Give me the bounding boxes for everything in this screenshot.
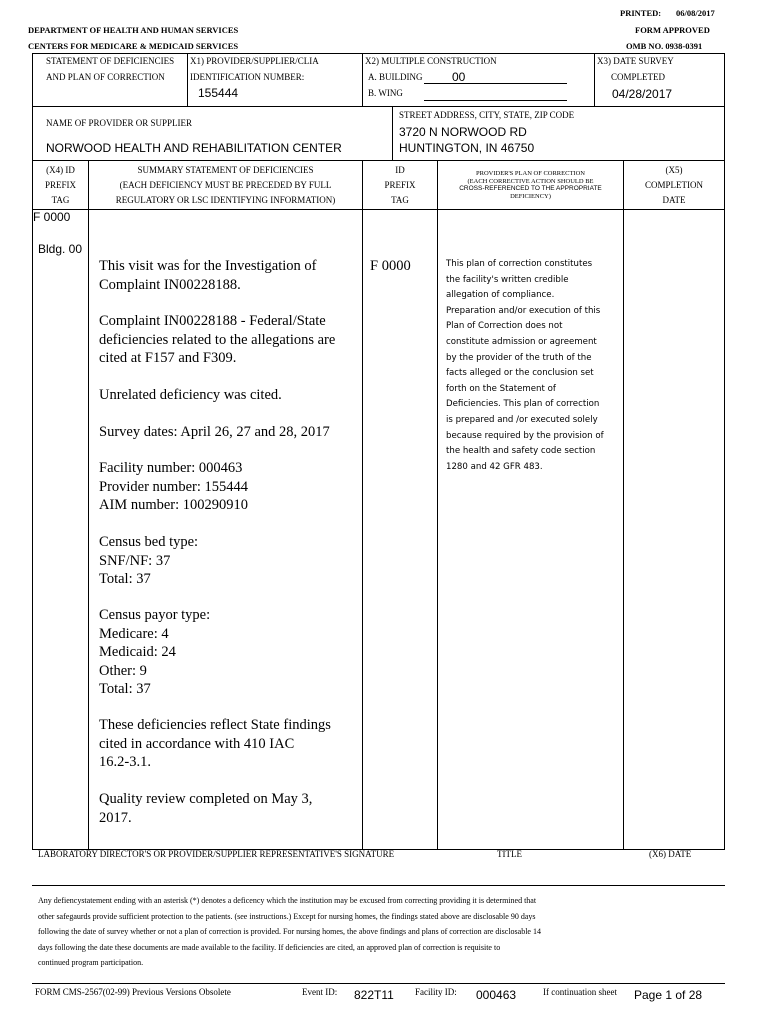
x5-completion-label: COMPLETION [645,180,703,190]
disclaimer-line-2: other safegaurds provide sufficient protection to the patients. (see instructions.) Except for nursing homes, the findings stated above are disclosable 90 days [38,911,536,921]
building-value: 00 [452,70,466,84]
poc-header-2: (EACH CORRECTIVE ACTION SHOULD BE [467,177,594,185]
footer-divider [32,983,725,984]
poc-header-3: CROSS-REFERENCED TO THE APPROPRIATE [459,185,602,192]
x2-label: X2) MULTIPLE CONSTRUCTION [365,56,497,66]
form-number: FORM CMS-2567(02-99) Previous Versions Obsolete [35,987,231,997]
x1-label: X1) PROVIDER/SUPPLIER/CLIA [190,56,319,66]
printed-date: 06/08/2017 [676,8,715,18]
divider-col3 [437,160,438,850]
divider-x2 [362,53,363,107]
survey-date: 04/28/2017 [612,87,673,101]
building-label: A. BUILDING [368,72,423,82]
address-label: STREET ADDRESS, CITY, STATE, ZIP CODE [399,110,575,120]
row2-bottom [32,160,725,161]
wing-underline [424,100,567,101]
event-id: 822T11 [354,988,394,1002]
x5-label: (X5) [665,165,683,175]
divider-col1 [88,160,89,850]
frame-right [724,53,725,850]
printed-label: PRINTED: [620,8,662,18]
facility-id: 000463 [476,988,517,1002]
x3-sublabel: COMPLETED [611,72,665,82]
tag-left: F 0000 [33,210,71,224]
summary-paragraph-7: Census payor type: Medicare: 4 Medicaid: 24 Other: 9 Total: 37 [99,607,211,697]
page-number: Page 1 of 28 [634,988,703,1002]
summary-paragraph-4: Survey dates: April 26, 27 and 28, 2017 [99,424,330,440]
frame-top [32,53,725,54]
poc-header-4: DEFICIENCY) [510,192,551,200]
summary-paragraph-2: Complaint IN00228188 - Federal/State deficiencies related to the allegations are cited at F157 and F309. [99,313,336,366]
disclaimer-line-3: following the date of survey whether or not a plan of correction is provided. For nursing homes, the above findings and plans of correction are disclosable 14 [38,927,541,936]
row1-bottom [32,106,725,107]
wing-label: B. WING [368,88,403,98]
id-tag-label: TAG [391,195,409,205]
facility-id-label: Facility ID: [415,987,457,997]
plan-of-correction: This plan of correction constitutes the facility's written credible allegation of compliance. Preparation and/or execution of this Plan of Correction does not constitute admission or agreement by the provider of the truth of the facts alleged or the conclusion set forth on the Statement of Deficiencies. This plan of correction is prepared and /or executed solely because required by the provision of the health and safety code section 1280 and 42 GFR 483. [446,259,604,472]
summary-paragraph-8: These deficiencies reflect State findings cited in accordance with 410 IAC 16.2-3.1. [99,717,331,770]
divider-col4 [623,160,624,850]
x5-date-label: DATE [662,195,686,205]
x3-label: X3) DATE SURVEY [597,56,674,66]
column-header-bottom [32,209,725,210]
id-label: ID [395,165,405,175]
signature-divider [32,885,725,886]
id-prefix-label: PREFIX [384,180,416,190]
statement-label-1: STATEMENT OF DEFICIENCIES [46,56,175,66]
summary-header-1: SUMMARY STATEMENT OF DEFICIENCIES [137,165,314,175]
x4-prefix-label: PREFIX [44,180,76,190]
provider-name-label: NAME OF PROVIDER OR SUPPLIER [46,118,193,128]
provider-name: NORWOOD HEALTH AND REHABILITATION CENTER [46,141,342,155]
poc-header-1: PROVIDER'S PLAN OF CORRECTION [476,170,585,177]
event-id-label: Event ID: [302,987,338,997]
divider-col2 [362,160,363,850]
divider-address [392,106,393,160]
summary-paragraph-1: This visit was for the Investigation of Complaint IN00228188. [99,258,317,293]
summary-paragraph-6: Census bed type: SNF/NF: 37 Total: 37 [99,534,199,587]
disclaimer-line-4: days following the date these documents are made available to the facility. If deficiencies are cited, an approved plan of correction is requisite to [38,942,501,952]
disclaimer-line-5: continued program participation. [38,958,144,967]
address-line2: HUNTINGTON, IN 46750 [399,141,535,155]
building-tag: Bldg. 00 [38,242,83,256]
summary-header-3: REGULATORY OR LSC IDENTIFYING INFORMATION) [115,195,336,205]
summary-paragraph-9: Quality review completed on May 3, 2017. [99,791,313,826]
provider-number: 155444 [198,86,239,100]
statement-label-2: AND PLAN OF CORRECTION [46,72,165,82]
centers-title: CENTERS FOR MEDICARE & MEDICAID SERVICES [28,41,239,51]
x4-tag-label: TAG [51,195,70,205]
summary-paragraph-3: Unrelated deficiency was cited. [99,387,282,403]
omb-number: OMB NO. 0938-0391 [626,41,703,51]
poc-header [438,170,623,200]
tag-right: F 0000 [370,258,411,274]
title-label: TITLE [497,849,522,859]
director-signature-label: LABORATORY DIRECTOR'S OR PROVIDER/SUPPLIER REPRESENTATIVE'S SIGNATURE [38,849,395,859]
continuation-label: If continuation sheet [543,987,617,997]
x4-label: (X4) ID [46,165,75,175]
divider-x1 [187,53,188,107]
summary-paragraph-5: Facility number: 000463 Provider number: 155444 AIM number: 100290910 [99,460,249,513]
x1-sublabel: IDENTIFICATION NUMBER: [190,72,305,82]
disclaimer-line-1: Any defiencystatement ending with an asterisk (*) denotes a deficency which the institution may be excused from correcting providing it is determined that [38,896,537,905]
x6-date-label: (X6) DATE [649,849,692,859]
summary-header-2: (EACH DEFICIENCY MUST BE PRECEDED BY FULL [119,180,332,190]
divider-x3 [594,53,595,107]
form-approved: FORM APPROVED [635,25,710,35]
disclaimer [38,893,541,971]
department-title: DEPARTMENT OF HEALTH AND HUMAN SERVICES [28,25,239,35]
building-underline [424,83,567,84]
address-line1: 3720 N NORWOOD RD [399,125,527,139]
